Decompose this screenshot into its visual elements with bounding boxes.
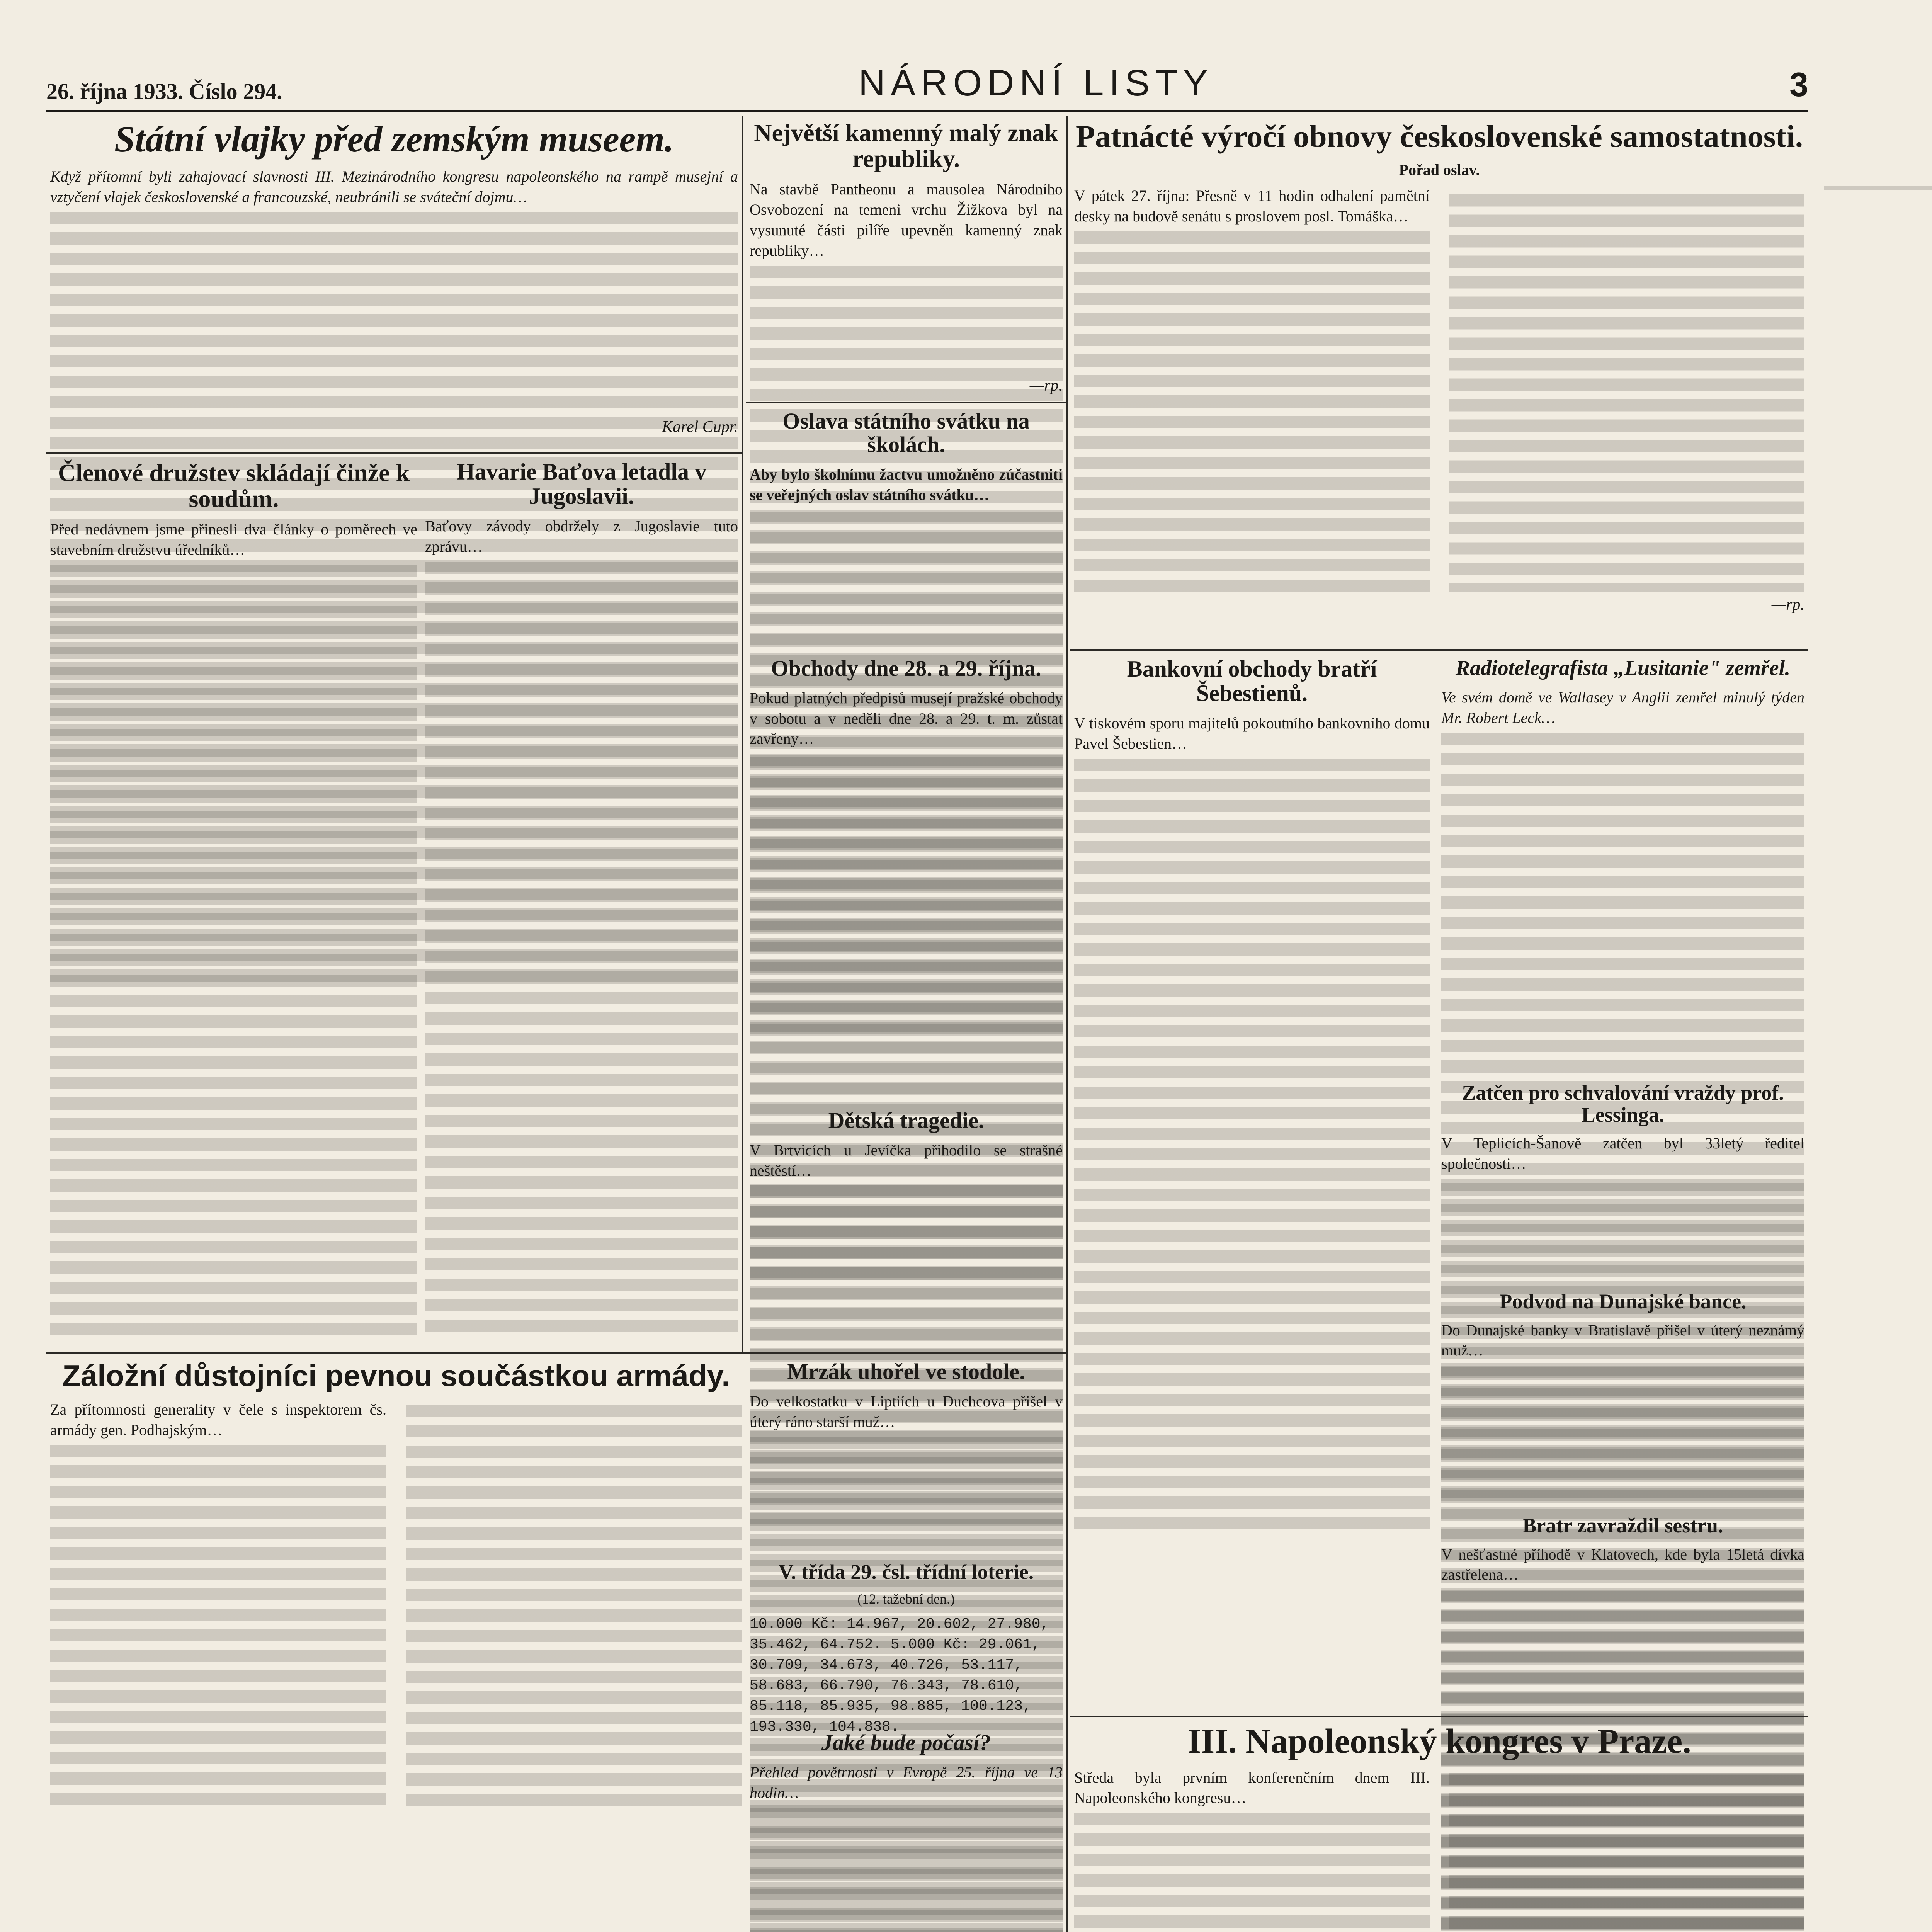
article-stone-emblem bbox=[750, 120, 1063, 398]
article-body: Pokud platných předpisů musejí pražské obchody v sobotu a v neděli dne 28. a 29. t. m. zůstat zavřeny… bbox=[750, 688, 1063, 1075]
headline: Zatčen pro schvalování vraždy prof. Lessinga. bbox=[1462, 1081, 1784, 1126]
article-body: Do velkostatku v Liptiích u Duchcova přišel v úterý ráno starší muž… bbox=[750, 1391, 1063, 1531]
article-school-holiday bbox=[750, 410, 1063, 649]
headline: Bankovní obchody bratří Šebestienů. bbox=[1127, 656, 1377, 706]
article-brother-murder bbox=[1441, 1515, 1804, 1712]
subheadline: Pořad oslav. bbox=[1399, 161, 1480, 179]
headline: Státní vlajky před zemským museem. bbox=[114, 118, 674, 160]
headline: Podvod na Dunajské bance. bbox=[1499, 1290, 1747, 1313]
article-sebestien-bank bbox=[1074, 657, 1430, 1708]
headline: Největší kamenný malý znak republiky. bbox=[754, 119, 1058, 173]
article-body: Do Dunajské banky v Bratislavě přišel v úterý neznámý muž… bbox=[1441, 1320, 1804, 1483]
headline: Bratr zavraždil sestru. bbox=[1522, 1514, 1723, 1537]
article-reserve-officers bbox=[50, 1360, 742, 1932]
article-barn-fire bbox=[750, 1360, 1063, 1553]
article-body: V Teplicích-Šanově zatčen byl 33letý ředitel společnosti… bbox=[1441, 1133, 1804, 1272]
article-body: V pátek 27. října: Přesně v 11 hodin odhalení pamětní desky na budově senátu s proslovem posl. Tomáška… bbox=[1074, 186, 1804, 592]
article-body: Ve svém domě ve Wallasey v Anglii zemřel minulý týden Mr. Robert Leck… bbox=[1441, 687, 1804, 1035]
article-danube-bank-fraud bbox=[1441, 1291, 1804, 1507]
subheadline: (12. tažební den.) bbox=[857, 1591, 955, 1607]
article-body: Za přítomnosti generality v čele s inspektorem čs. armády gen. Podhajským… bbox=[50, 1400, 742, 1932]
signature: —rp. bbox=[1029, 377, 1063, 395]
article-lessing-arrest bbox=[1441, 1082, 1804, 1283]
masthead-date: 26. října 1933. Číslo 294. bbox=[46, 79, 282, 104]
article-body: V nešťastné příhodě v Klatovech, kde byla 15letá dívka zastřelena… bbox=[1441, 1544, 1804, 1691]
article-shop-hours bbox=[750, 657, 1063, 1101]
headline: III. Napoleonský kongres v Praze. bbox=[1187, 1722, 1691, 1760]
article-body: Když přítomní byli zahajovací slavnosti III. Mezinárodního kongresu napoleonského na rampě musejní a vztyčení vlajek československé a francouzské, neubránili se sváteční dojmu… bbox=[50, 167, 738, 414]
article-state-flags bbox=[50, 120, 738, 448]
headline: Mrzák uhořel ve stodole. bbox=[787, 1359, 1025, 1384]
headline: Členové družstev skládají činže k soudům. bbox=[58, 459, 410, 513]
article-weather bbox=[750, 1731, 1063, 1932]
article-anniversary-program bbox=[1074, 120, 1804, 645]
headline: Oslava státního svátku na školách. bbox=[782, 408, 1030, 457]
article-body: Baťovy závody obdržely z Jugoslavie tuto zprávu… bbox=[425, 516, 738, 1328]
article-body: V tiskovém sporu majitelů pokoutního bankovního domu Pavel Šebestien… bbox=[1074, 713, 1430, 1679]
article-body: Před nedávnem jsme přinesli dva články o poměrech ve stavebním družstvu úředníků… bbox=[50, 519, 417, 1331]
article-cooperative-members bbox=[50, 460, 417, 1349]
masthead bbox=[46, 58, 1808, 112]
lottery-numbers: 10.000 Kč: 14.967, 20.602, 27.980, 35.462, 64.752. 5.000 Kč: 29.061, 30.709, 34.673, 40.726, 53.117, 58.683, 66.790, 76.343, 78.610, 85.118, 85.935, 98.885, 100.123, 193.330, 104.838. bbox=[750, 1616, 1049, 1735]
article-bata-plane bbox=[425, 460, 738, 1349]
article-body: Středa byla prvním konferenčním dnem III. Napoleonského kongresu… bbox=[1074, 1768, 1804, 1932]
headline: Havarie Baťova letadla v Jugoslavii. bbox=[456, 459, 707, 509]
headline: Záložní důstojníci pevnou součástkou armády. bbox=[62, 1359, 730, 1393]
signature: Karel Cupr. bbox=[662, 418, 738, 436]
article-body: Aby bylo školnímu žactvu umožněno zúčastniti se veřejných oslav státního svátku… bbox=[750, 464, 1063, 634]
page-number: 3 bbox=[1789, 65, 1808, 104]
article-body: Na stavbě Pantheonu a mausolea Národního Osvobození na temeni vrchu Žižkova byl na vysunuté části pilíře upevněn kamenný znak republiky… bbox=[750, 179, 1063, 372]
masthead-title: NÁRODNÍ LISTY bbox=[858, 62, 1213, 104]
headline: Obchody dne 28. a 29. října. bbox=[771, 656, 1041, 681]
headline: Radiotelegrafista „Lusitanie" zemřel. bbox=[1455, 656, 1791, 680]
headline: V. třída 29. čsl. třídní loterie. bbox=[778, 1560, 1034, 1583]
headline: Jaké bude počasí? bbox=[821, 1730, 991, 1755]
article-body: Přehled povětrnosti v Evropě 25. října ve 13 hodin… bbox=[750, 1762, 1063, 1932]
article-child-tragedy bbox=[750, 1109, 1063, 1349]
article-lusitania-radio bbox=[1441, 657, 1804, 1074]
article-body: V Brtvicích u Jevíčka přihodilo se strašné neštěstí… bbox=[750, 1140, 1063, 1326]
signature: —rp. bbox=[1771, 596, 1804, 614]
headline: Dětská tragedie. bbox=[828, 1108, 984, 1133]
article-napoleon-congress bbox=[1074, 1723, 1804, 1932]
article-lottery bbox=[750, 1560, 1063, 1735]
headline: Patnácté výročí obnovy československé samostatnosti. bbox=[1075, 119, 1803, 154]
